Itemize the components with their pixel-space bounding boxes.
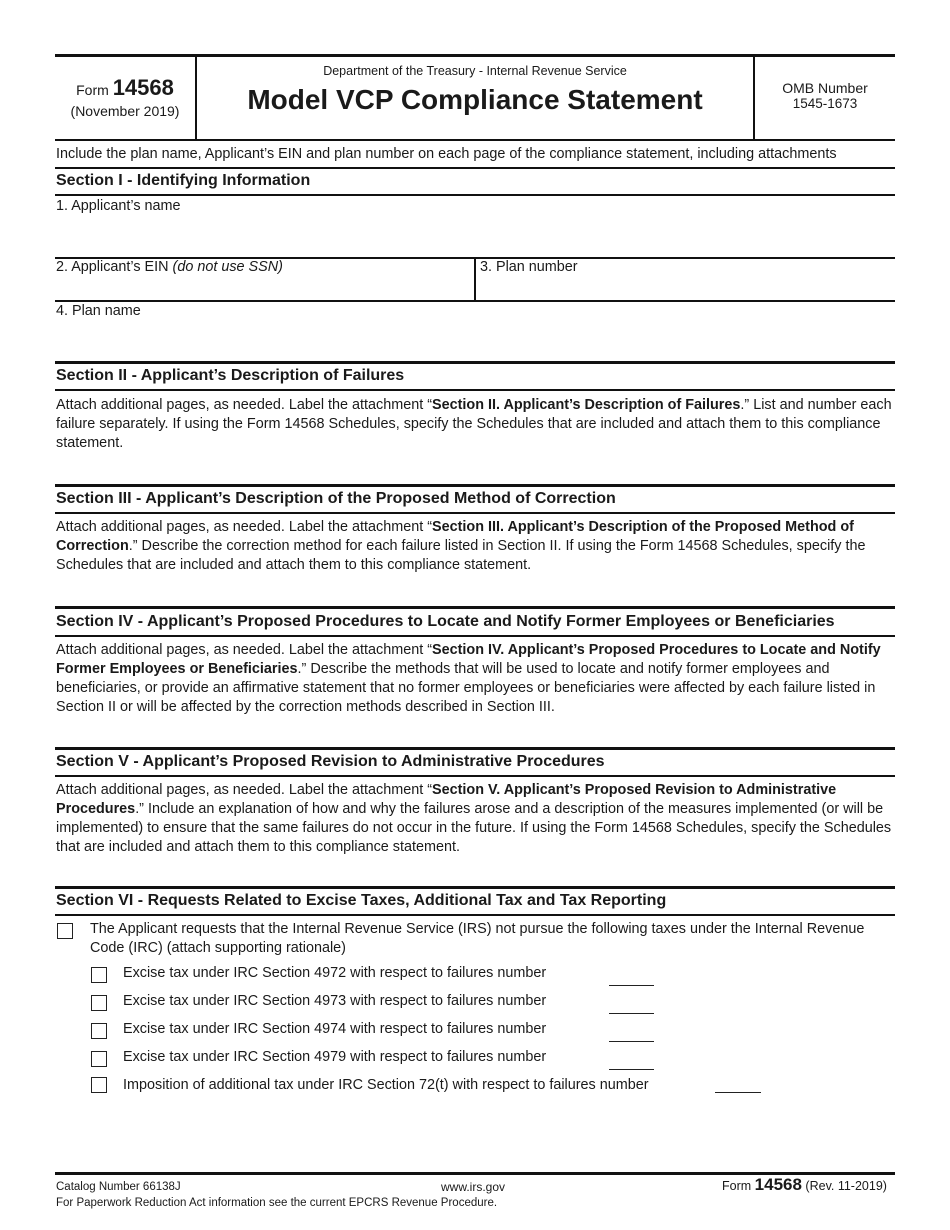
failures-number-field-72t[interactable]	[715, 1092, 761, 1093]
main-request-text: The Applicant requests that the Internal Revenue Service (IRS) not pursue the following taxes under the Internal Revenue Code (IRC) (attach supporting rationale)	[90, 921, 865, 956]
section-1-title: Section I - Identifying Information	[56, 172, 311, 189]
option-checkbox-4972[interactable]	[91, 967, 107, 983]
omb-block	[755, 57, 895, 139]
section-3-title: Section III - Applicant’s Description of the Proposed Method of Correction	[56, 490, 616, 507]
plan-name-field[interactable]	[55, 320, 895, 360]
omb-number: 1545-1673	[792, 96, 858, 111]
option-checkbox-72t[interactable]	[91, 1077, 107, 1093]
option-checkbox-4974[interactable]	[91, 1023, 107, 1039]
applicant-name-field[interactable]	[55, 214, 895, 256]
rule	[55, 775, 895, 777]
option-label-72t: Imposition of additional tax under IRC Section 72(t) with respect to failures number	[123, 1077, 649, 1093]
agency-name: Department of the Treasury - Internal Revenue Service	[323, 64, 627, 78]
form-label: Form	[76, 82, 109, 98]
section-5-text: Attach additional pages, as needed. Label the attachment “Section V. Applicant’s Proposed Revision to Administrative Procedures.” Include an explanation of how and why the failures arose and a description of the measures implemented (or will be implemented) to ensure that the same failures do not occur in the future. If using the Form 14568 Schedules, specify the Schedules that are included and attach them to this compliance statement.	[56, 782, 892, 855]
section-2-title: Section II - Applicant’s Description of Failures	[56, 367, 405, 384]
section-5-title: Section V - Applicant’s Proposed Revision to Administrative Procedures	[56, 753, 605, 770]
footer-rev: (Rev. 11-2019)	[805, 1179, 887, 1193]
main-request-checkbox[interactable]	[57, 923, 73, 939]
paperwork-notice: For Paperwork Reduction Act information see the current EPCRS Revenue Procedure.	[56, 1197, 498, 1209]
instruction-text: Include the plan name, Applicant’s EIN and plan number on each page of the compliance statement, including attachments	[56, 146, 837, 162]
form-number: 14568	[112, 75, 174, 100]
website: www.irs.gov	[441, 1180, 506, 1194]
failures-number-field-4972[interactable]	[609, 985, 654, 986]
rule	[55, 914, 895, 916]
section-rule	[55, 361, 895, 364]
rule	[55, 194, 895, 196]
rule	[55, 512, 895, 514]
form-id-block	[55, 57, 195, 139]
plan-number-field[interactable]	[480, 276, 894, 300]
option-label-4979: Excise tax under IRC Section 4979 with respect to failures number	[123, 1049, 547, 1065]
option-checkbox-4979[interactable]	[91, 1051, 107, 1067]
section-rule	[55, 484, 895, 487]
rule	[55, 635, 895, 637]
failures-number-field-4973[interactable]	[609, 1013, 654, 1014]
section-rule	[55, 606, 895, 609]
applicant-name-label: 1. Applicant’s name	[56, 198, 181, 214]
option-label-4973: Excise tax under IRC Section 4973 with respect to failures number	[123, 993, 547, 1009]
page-title: Model VCP Compliance Statement	[247, 84, 703, 115]
catalog-number: Catalog Number 66138J	[56, 1181, 181, 1193]
plan-name-label: 4. Plan name	[56, 303, 141, 319]
section-3-text: Attach additional pages, as needed. Label the attachment “Section III. Applicant’s Description of the Proposed Method of Correction.” Describe the correction method for each failure listed in Section II. If using the Form 14568 Schedules, specify the Schedules that are included and attach them to this compliance statement.	[56, 519, 866, 573]
footer-form-id	[722, 1175, 887, 1195]
section-4-text: Attach additional pages, as needed. Label the attachment “Section IV. Applicant’s Proposed Procedures to Locate and Notify Former Employees or Beneficiaries.” Describe the methods that will be used to locate and notify former employees and beneficiaries, or provide an affirmative statement that no former employees or beneficiaries were affected by each failure listed in Section II or will be affected by the correction methods described in Section III.	[56, 642, 881, 715]
section-rule	[55, 886, 895, 889]
title-block	[197, 57, 753, 139]
header-bottom-rule	[55, 139, 895, 141]
failures-number-field-4974[interactable]	[609, 1041, 654, 1042]
section-rule	[55, 747, 895, 750]
failures-number-field-4979[interactable]	[609, 1069, 654, 1070]
footer-form-number: 14568	[754, 1175, 802, 1194]
footer-form-label: Form	[722, 1179, 752, 1193]
ein-label-text: 2. Applicant’s EIN	[56, 259, 169, 275]
rule	[55, 389, 895, 391]
option-label-4972: Excise tax under IRC Section 4972 with respect to failures number	[123, 965, 547, 981]
applicant-ein-field[interactable]	[55, 276, 473, 300]
section-4-title: Section IV - Applicant’s Proposed Procedures to Locate and Notify Former Employees or Beneficiaries	[56, 613, 835, 630]
option-label-4974: Excise tax under IRC Section 4974 with respect to failures number	[123, 1021, 547, 1037]
option-checkbox-4973[interactable]	[91, 995, 107, 1011]
section-6-title: Section VI - Requests Related to Excise Taxes, Additional Tax and Tax Reporting	[56, 892, 667, 909]
section-2-text: Attach additional pages, as needed. Label the attachment “Section II. Applicant’s Description of Failures.” List and number each failure separately. If using the Form 14568 Schedules, specify the Schedules that are included and attach them to this compliance statement.	[56, 397, 892, 451]
applicant-ein-label	[56, 259, 283, 275]
form-date: (November 2019)	[70, 103, 180, 119]
rule	[55, 167, 895, 169]
ein-note: (do not use SSN)	[172, 259, 283, 275]
field-divider	[474, 258, 476, 301]
rule	[55, 300, 895, 302]
plan-number-label: 3. Plan number	[480, 259, 578, 275]
omb-label: OMB Number	[782, 80, 868, 96]
